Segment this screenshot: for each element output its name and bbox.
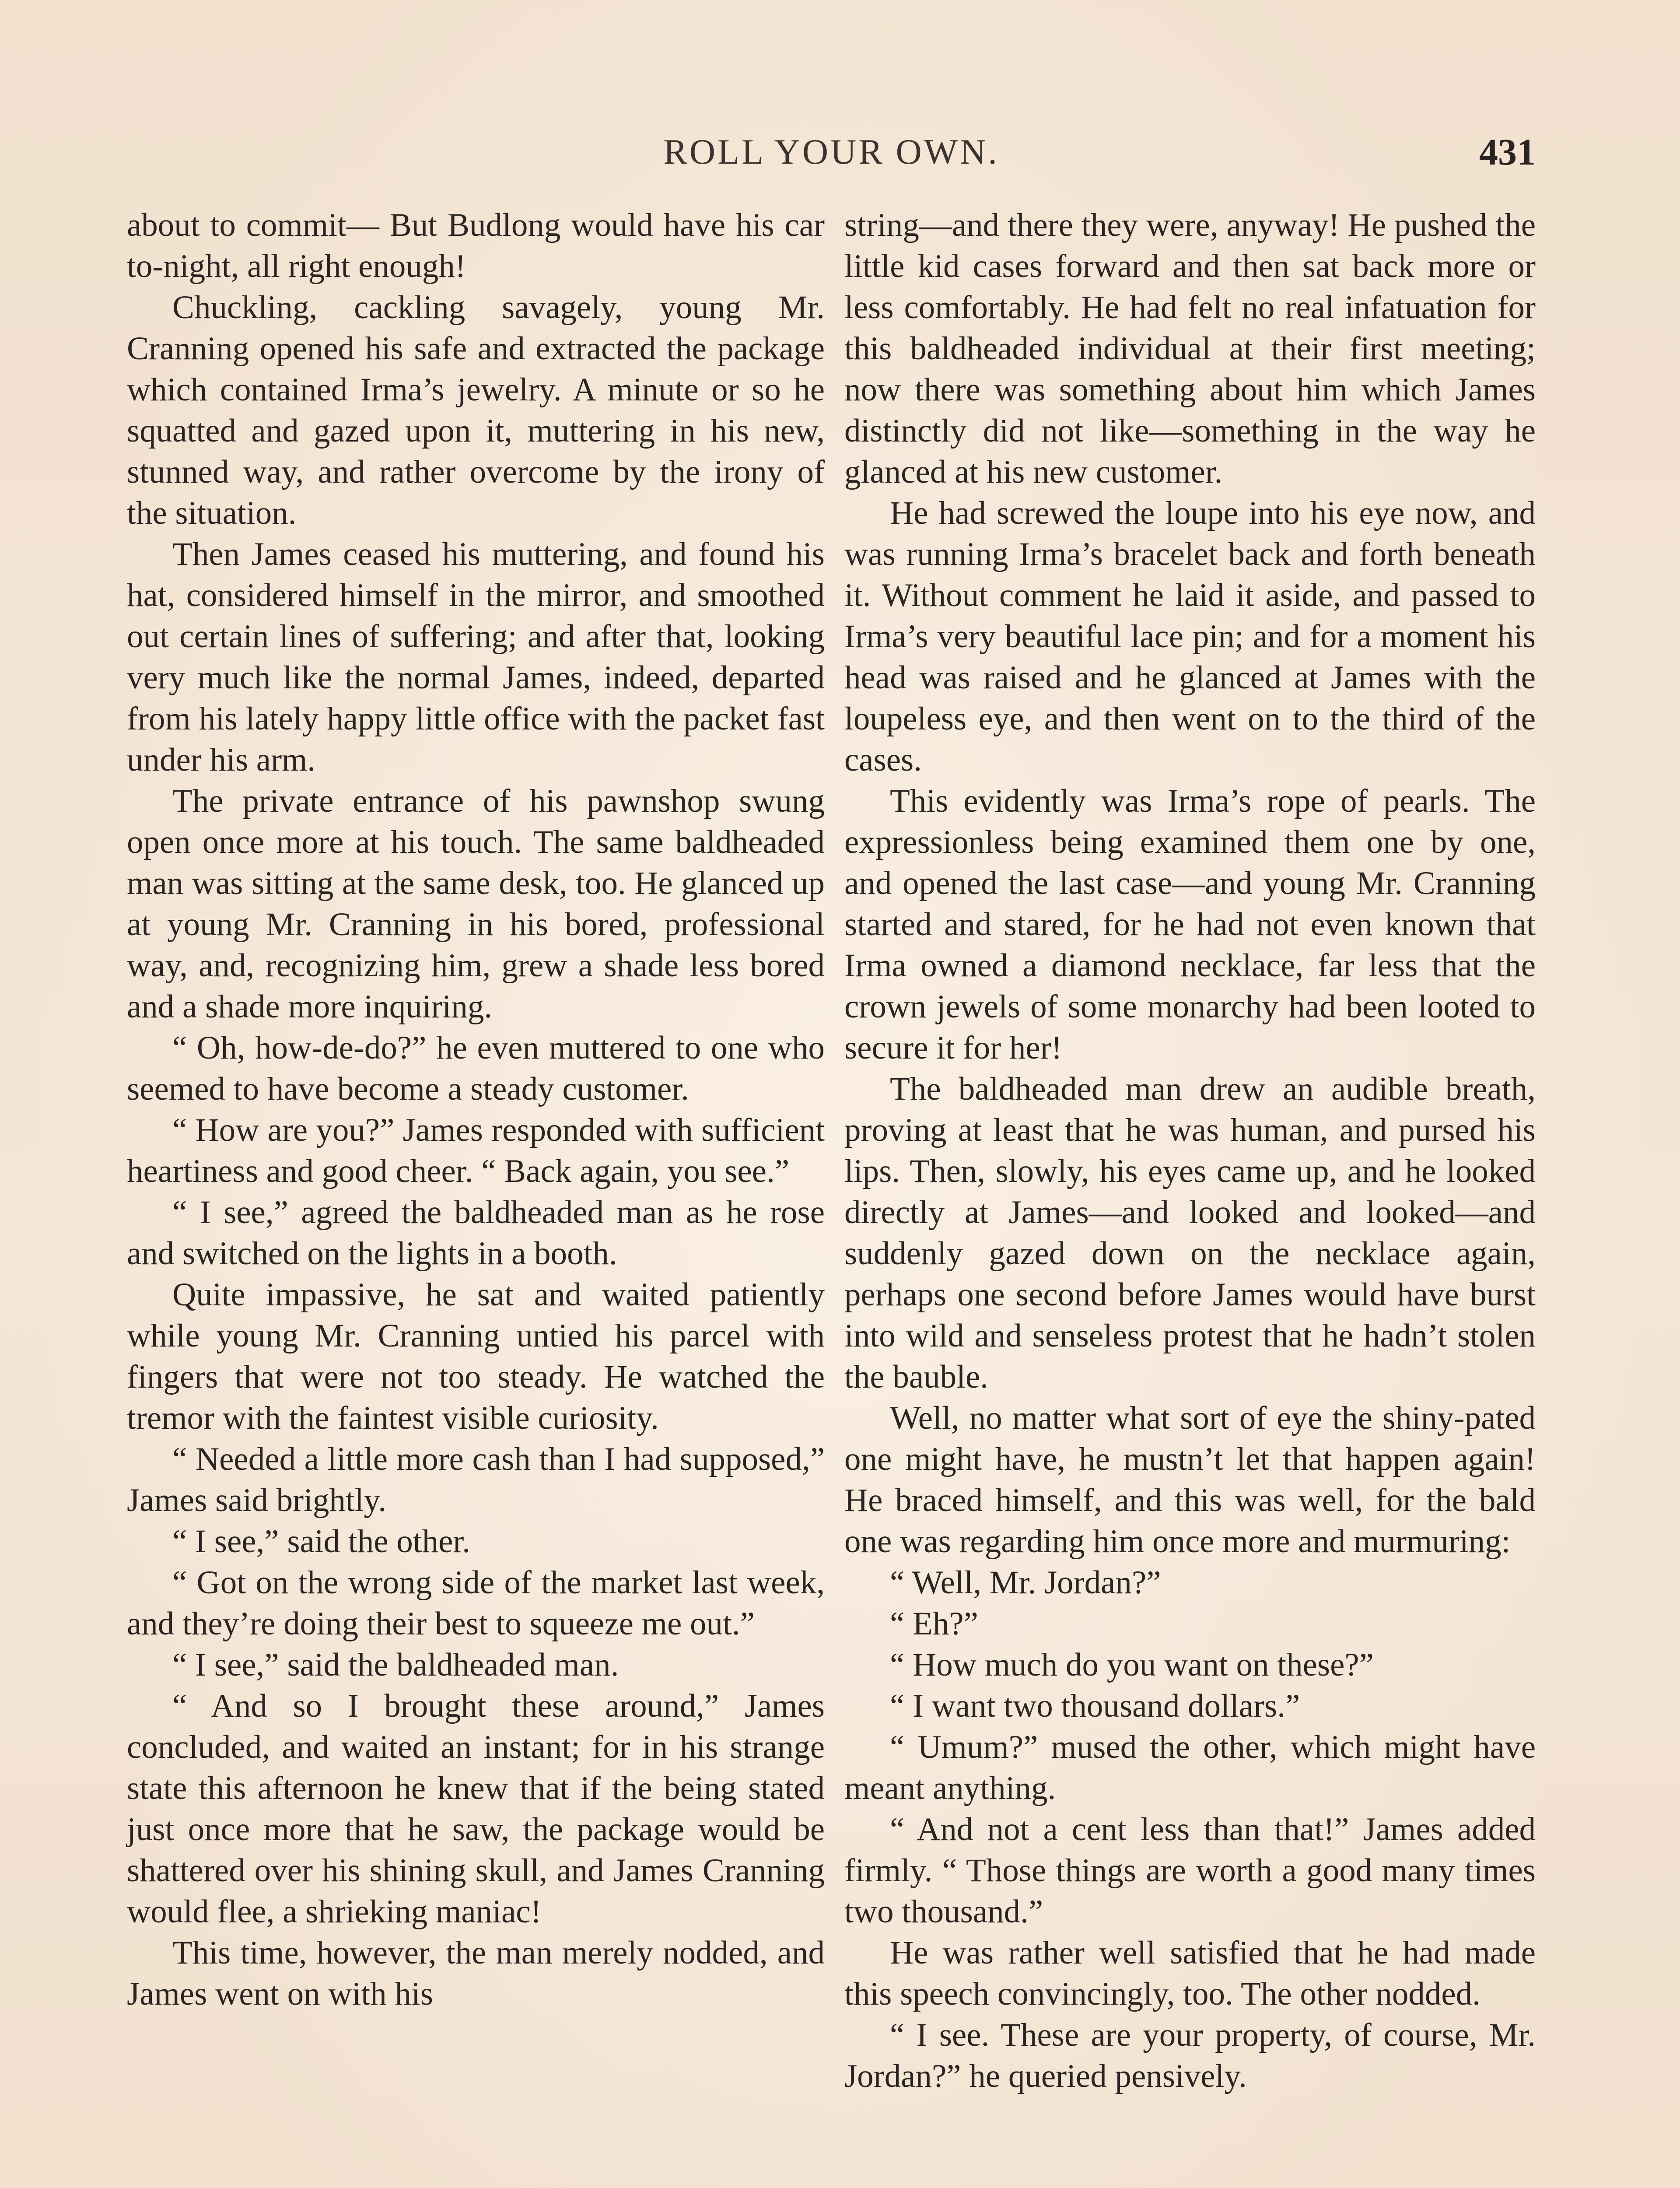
paragraph: “ I see,” said the other. (172, 1523, 470, 1560)
paragraph: Chuckling, cackling savagely, young Mr. Cranning opened his safe and extracted the package which contained Irma’s jewelry. A minute or so he squatted and gazed upon it, muttering in his new, stunned way, and rather overcome by the irony of the situation. (127, 289, 825, 531)
paragraph: “ And not a cent less than that!” James added firmly. “ Those things are worth a good many times two thousand.” (844, 1811, 1536, 1930)
paragraph: “ Needed a little more cash than I had supposed,” James said brightly. (127, 1441, 825, 1518)
paragraph: Then James ceased his muttering, and found his hat, considered himself in the mirror, and smoothed out certain lines of suffering; and after that, looking very much like the normal James, indeed, departed from his lately happy little office with the packet fast under his arm. (127, 536, 825, 778)
left-text-column (127, 205, 825, 2015)
paragraph: He was rather well satisfied that he had made this speech convincingly, too. The other nodded. (844, 1935, 1536, 2012)
paragraph: He had screwed the loupe into his eye now, and was running Irma’s bracelet back and forth beneath it. Without comment he laid it aside, and passed to Irma’s very beautiful lace pin; and for a moment his head was raised and he glanced at James with the loupeless eye, and then went on to the third of the cases. (844, 495, 1536, 778)
paragraph: This time, however, the man merely nodded, and James went on with his (127, 1935, 825, 2012)
page-header (127, 128, 1536, 176)
paragraph: “ Eh?” (890, 1606, 978, 1642)
paragraph: “ I see. These are your property, of course, Mr. Jordan?” he queried pensively. (844, 2017, 1536, 2094)
paragraph: “ I see,” agreed the baldheaded man as he rose and switched on the lights in a booth. (127, 1194, 825, 1272)
paragraph: This evidently was Irma’s rope of pearls. The expressionless being examined them one by one, and opened the last case—and young Mr. Cranning started and stared, for he had not even known that Irma owned a diamond necklace, far less that the crown jewels of some monarchy had been looted to secure it for her! (844, 783, 1536, 1066)
paragraph: “ I see,” said the baldheaded man. (172, 1647, 619, 1683)
paragraph: string—and there they were, anyway! He pushed the little kid cases forward and then sat back more or less comfortably. He had felt no real infatuation for this baldheaded individual at their first meeting; now there was something about him which James distinctly did not like—something in the way he glanced at his new customer. (844, 207, 1536, 490)
paragraph: about to commit— But Budlong would have his car to-night, all right enough! (127, 207, 825, 284)
running-title: ROLL YOUR OWN. (663, 132, 999, 172)
paragraph: “ Oh, how-de-do?” he even muttered to one who seemed to have become a steady customer. (127, 1030, 825, 1107)
right-text-column (844, 205, 1536, 2097)
page-number: 431 (1479, 131, 1536, 173)
paragraph: “ Well, Mr. Jordan?” (890, 1564, 1161, 1601)
paragraph: “ And so I brought these around,” James concluded, and waited an instant; for in his strange state this afternoon he knew that if the being stated just once more that he saw, the package would be shattered over his shining skull, and James Cranning would flee, a shrieking maniac! (127, 1688, 825, 1930)
paragraph: “ How much do you want on these?” (890, 1647, 1374, 1683)
paragraph: Quite impassive, he sat and waited patiently while young Mr. Cranning untied his parcel with fingers that were not too steady. He watched the tremor with the faintest visible curiosity. (127, 1276, 825, 1436)
paragraph: “ How are you?” James responded with sufficient heartiness and good cheer. “ Back again, you see.” (127, 1112, 825, 1189)
paragraph: “ Got on the wrong side of the market last week, and they’re doing their best to squeeze me out.” (127, 1564, 825, 1642)
paragraph: “ Umum?” mused the other, which might have meant anything. (844, 1729, 1536, 1806)
paragraph: Well, no matter what sort of eye the shiny-pated one might have, he mustn’t let that happen again! He braced himself, and this was well, for the bald one was regarding him once more and murmuring: (844, 1400, 1536, 1560)
paragraph: “ I want two thousand dollars.” (890, 1688, 1300, 1724)
paragraph: The baldheaded man drew an audible breath, proving at least that he was human, and pursed his lips. Then, slowly, his eyes came up, and he looked directly at James—and looked and looked—and suddenly gazed down on the necklace again, perhaps one second before James would have burst into wild and senseless protest that he hadn’t stolen the bauble. (844, 1071, 1536, 1395)
paragraph: The private entrance of his pawnshop swung open once more at his touch. The same baldheaded man was sitting at the same desk, too. He glanced up at young Mr. Cranning in his bored, professional way, and, recognizing him, grew a shade less bored and a shade more inquiring. (127, 783, 825, 1025)
